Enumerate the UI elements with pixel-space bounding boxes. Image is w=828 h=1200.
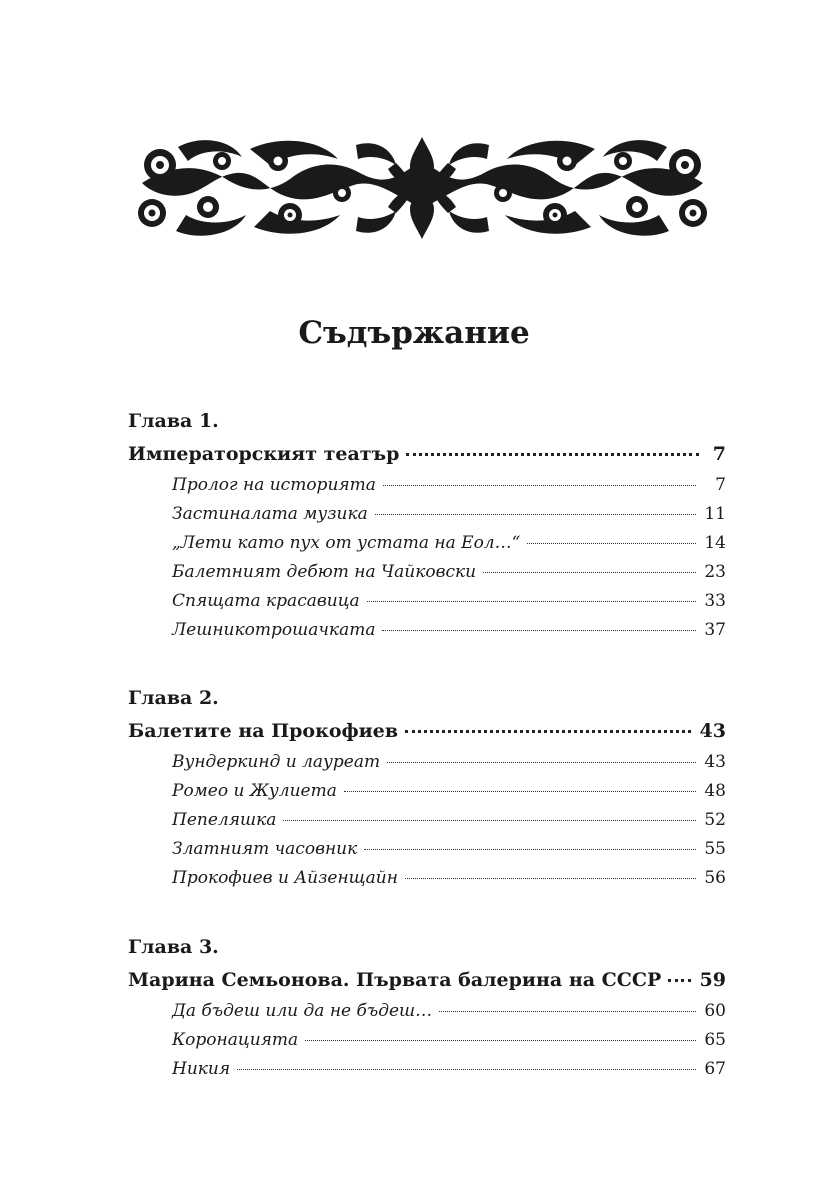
- page-number: 55: [704, 839, 726, 859]
- toc-entry-section[interactable]: [128, 806, 726, 835]
- section-title: Прокофиев и Айзенщайн: [172, 868, 398, 888]
- page-number: 23: [704, 562, 726, 582]
- page-number: 11: [704, 504, 726, 524]
- page-number: 65: [704, 1030, 726, 1050]
- dot-leader: [405, 730, 691, 733]
- section-title: Пепеляшка: [172, 810, 277, 830]
- dot-leader: [483, 572, 696, 573]
- dot-leader: [375, 514, 696, 515]
- section-title: Спящата красавица: [172, 591, 360, 611]
- page-number: 7: [715, 475, 726, 495]
- page-number: 59: [699, 969, 726, 991]
- page-number: 14: [704, 533, 726, 553]
- dot-leader: [237, 1069, 696, 1070]
- chapter-2: [128, 682, 726, 893]
- toc-entry-section[interactable]: [128, 529, 726, 558]
- ornament-header: [130, 135, 715, 241]
- dot-leader: [406, 453, 699, 456]
- dot-leader: [344, 791, 696, 792]
- section-title: Никия: [172, 1059, 231, 1079]
- dot-leader: [527, 543, 696, 544]
- chapter-title: Марина Семьонова. Първата балерина на СССР: [128, 969, 662, 991]
- dot-leader: [668, 979, 690, 982]
- toc-entry-section[interactable]: [128, 1026, 726, 1055]
- section-title: Вундеркинд и лауреат: [172, 752, 381, 772]
- toc-entry-section[interactable]: [128, 864, 726, 893]
- page-number: 33: [704, 591, 726, 611]
- dot-leader: [383, 485, 696, 486]
- section-title: „Лети като пух от устата на Еол…“: [172, 533, 521, 553]
- page-number: 37: [704, 620, 726, 640]
- chapter-title: Балетите на Прокофиев: [128, 720, 399, 742]
- section-title: Ромео и Жулиета: [172, 781, 337, 801]
- page-number: 48: [704, 781, 726, 801]
- dot-leader: [439, 1011, 696, 1012]
- page-number: 43: [699, 720, 726, 742]
- section-title: Застиналата музика: [172, 504, 368, 524]
- toc-entry-chapter[interactable]: [128, 963, 726, 997]
- dot-leader: [283, 820, 696, 821]
- section-title: Пролог на историята: [172, 475, 376, 495]
- chapter-label: Глава 3.: [128, 936, 219, 958]
- chapter-title: Императорският театър: [128, 443, 400, 465]
- dot-leader: [367, 601, 696, 602]
- toc-entry-section[interactable]: [128, 500, 726, 529]
- page-number: 67: [704, 1059, 726, 1079]
- page-number: 7: [712, 443, 726, 465]
- toc-entry-section[interactable]: [128, 558, 726, 587]
- section-title: Балетният дебют на Чайковски: [172, 562, 477, 582]
- dot-leader: [405, 878, 696, 879]
- chapter-3: [128, 931, 726, 1084]
- toc-entry-section[interactable]: [128, 748, 726, 777]
- toc-entry-section[interactable]: [128, 777, 726, 806]
- toc-entry-section[interactable]: [128, 997, 726, 1026]
- chapter-label: Глава 2.: [128, 687, 219, 709]
- page-number: 52: [704, 810, 726, 830]
- dot-leader: [305, 1040, 696, 1041]
- chapter-1: [128, 405, 726, 645]
- page-number: 60: [704, 1001, 726, 1021]
- dot-leader: [382, 630, 696, 631]
- toc-entry-section[interactable]: [128, 616, 726, 645]
- toc-entry-section[interactable]: [128, 835, 726, 864]
- dot-leader: [364, 849, 696, 850]
- section-title: Лешникотрошачката: [172, 620, 376, 640]
- chapter-label: Глава 1.: [128, 410, 219, 432]
- toc-entry-chapter[interactable]: [128, 437, 726, 471]
- section-title: Коронацията: [172, 1030, 299, 1050]
- page-number: 56: [704, 868, 726, 888]
- dot-leader: [387, 762, 696, 763]
- page-number: 43: [704, 752, 726, 772]
- toc-entry-section[interactable]: [128, 1055, 726, 1084]
- section-title: Златният часовник: [172, 839, 358, 859]
- toc-entry-section[interactable]: [128, 471, 726, 500]
- toc-entry-section[interactable]: [128, 587, 726, 616]
- section-title: Да бъдеш или да не бъдеш…: [172, 1001, 433, 1021]
- toc-entry-chapter[interactable]: [128, 714, 726, 748]
- page-title: Съдържание: [298, 315, 530, 351]
